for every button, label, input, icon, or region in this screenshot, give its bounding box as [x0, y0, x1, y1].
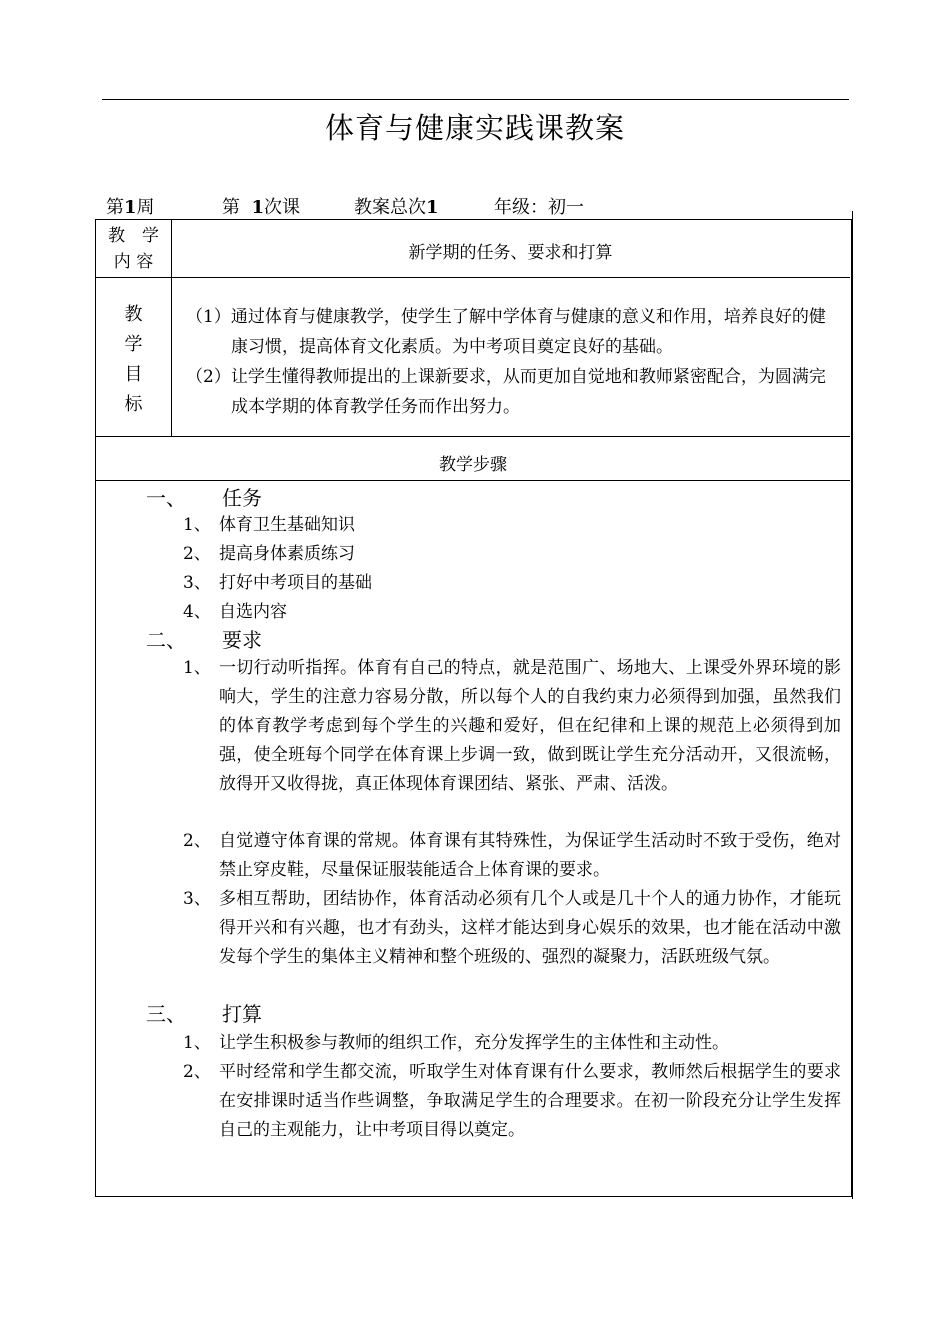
section-heading: [146, 998, 262, 1027]
item-text: 多相互帮助，团结协作，体育活动必须有几个人或是几十个人的通力协作，才能玩得开兴和有兴趣，也才有劲头，这样才能达到身心娱乐的效果，也才能在活动中激发每个学生的集体主义精神和整个班级的、强烈的凝聚力，活跃班级气氛。: [219, 889, 841, 967]
item-text: 体育卫生基础知识: [219, 515, 355, 535]
item-number: 1、: [183, 515, 211, 535]
goal-item: （1）通过体育与健康教学，使学生了解中学体育与健康的意义和作用，培养良好的健康习惯，提高体育文化素质。为中考项目奠定良好的基础。: [186, 307, 826, 357]
section-heading: [146, 482, 262, 511]
grade-info: 年级：初一: [494, 197, 584, 218]
list-item: [183, 827, 841, 885]
item-text: 自选内容: [219, 602, 287, 622]
lesson-plan-table: [95, 219, 852, 1197]
item-text: 平时经常和学生都交流，听取学生对体育课有什么要求，教师然后根据学生的要求在安排课时适当作些调整，争取满足学生的合理要求。在初一阶段充分让学生发挥自己的主观能力，让中考项目得以奠定。: [219, 1062, 841, 1140]
steps-header: 教学步骤: [439, 455, 507, 475]
goals-text: [186, 302, 838, 422]
item-text: 自觉遵守体育课的常规。体育课有其特殊性，为保证学生活动时不致于受伤，绝对禁止穿皮鞋，尽量保证服装能适合上体育课的要求。: [219, 831, 841, 880]
content-label-line2: 内 容: [113, 252, 154, 272]
list-item: [183, 885, 841, 972]
list-item: [183, 540, 841, 569]
row-divider-goals: [96, 436, 850, 437]
item-text: 提高身体素质练习: [219, 544, 355, 564]
item-number: 1、: [183, 1033, 211, 1053]
section-heading: [146, 624, 262, 653]
goal-item: （2）让学生懂得教师提出的上课新要求，从而更加自觉地和教师紧密配合，为圆满完成本学期的体育教学任务而作出努力。: [186, 367, 826, 417]
list-item: [183, 1058, 841, 1145]
list-item: [183, 654, 841, 799]
section-title: 打算: [222, 1002, 262, 1026]
item-number: 1、: [183, 658, 211, 678]
content-value: 新学期的任务、要求和打算: [408, 243, 613, 263]
page-title: 体育与健康实践课教案: [324, 111, 625, 145]
item-number: 2、: [183, 544, 211, 564]
list-item: [183, 511, 841, 540]
header-rule: [102, 99, 849, 100]
item-text: 一切行动听指挥。体育有自己的特点，就是范围广、场地大、上课受外界环境的影响大，学生的注意力容易分散，所以每个人的自我约束力必须得到加强，虽然我们的体育教学考虑到每个学生的兴趣和爱好，但在纪律和上课的规范上必须得到加强，使全班每个同学在体育课上步调一致，做到既让学生充分活动开，又很流畅，放得开又收得拢，真正体现体育课团结、紧张、严肃、活泼。: [219, 658, 841, 794]
table-right-rule: [852, 211, 853, 1199]
content-label-line1: 教 学: [108, 226, 159, 246]
list-item: [183, 1029, 841, 1058]
section-number: 三、: [146, 1002, 186, 1026]
section-number: 一、: [146, 486, 186, 510]
item-number: 4、: [183, 602, 211, 622]
list-item: [183, 569, 841, 598]
item-number: 2、: [183, 831, 211, 851]
content-label: [96, 223, 171, 275]
week-info: 第1周: [106, 197, 155, 218]
total-lesson-info: 教案总次1: [354, 197, 439, 218]
item-text: 打好中考项目的基础: [219, 573, 372, 593]
section-title: 任务: [222, 486, 262, 510]
goal-label: [96, 300, 171, 420]
goal-label-char: 学: [124, 334, 143, 355]
section-number: 二、: [146, 628, 186, 652]
list-item: [183, 598, 841, 627]
row-divider-steps: [96, 480, 850, 481]
row-divider-content: [96, 277, 850, 278]
goal-label-char: 标: [124, 394, 143, 415]
item-number: 2、: [183, 1062, 211, 1082]
goal-label-char: 目: [124, 364, 143, 385]
lesson-info: 第 1次课: [222, 197, 300, 218]
section-title: 要求: [222, 628, 262, 652]
item-text: 让学生积极参与教师的组织工作，充分发挥学生的主体性和主动性。: [219, 1033, 729, 1053]
item-number: 3、: [183, 889, 211, 909]
goal-label-char: 教: [124, 304, 143, 325]
item-number: 3、: [183, 573, 211, 593]
